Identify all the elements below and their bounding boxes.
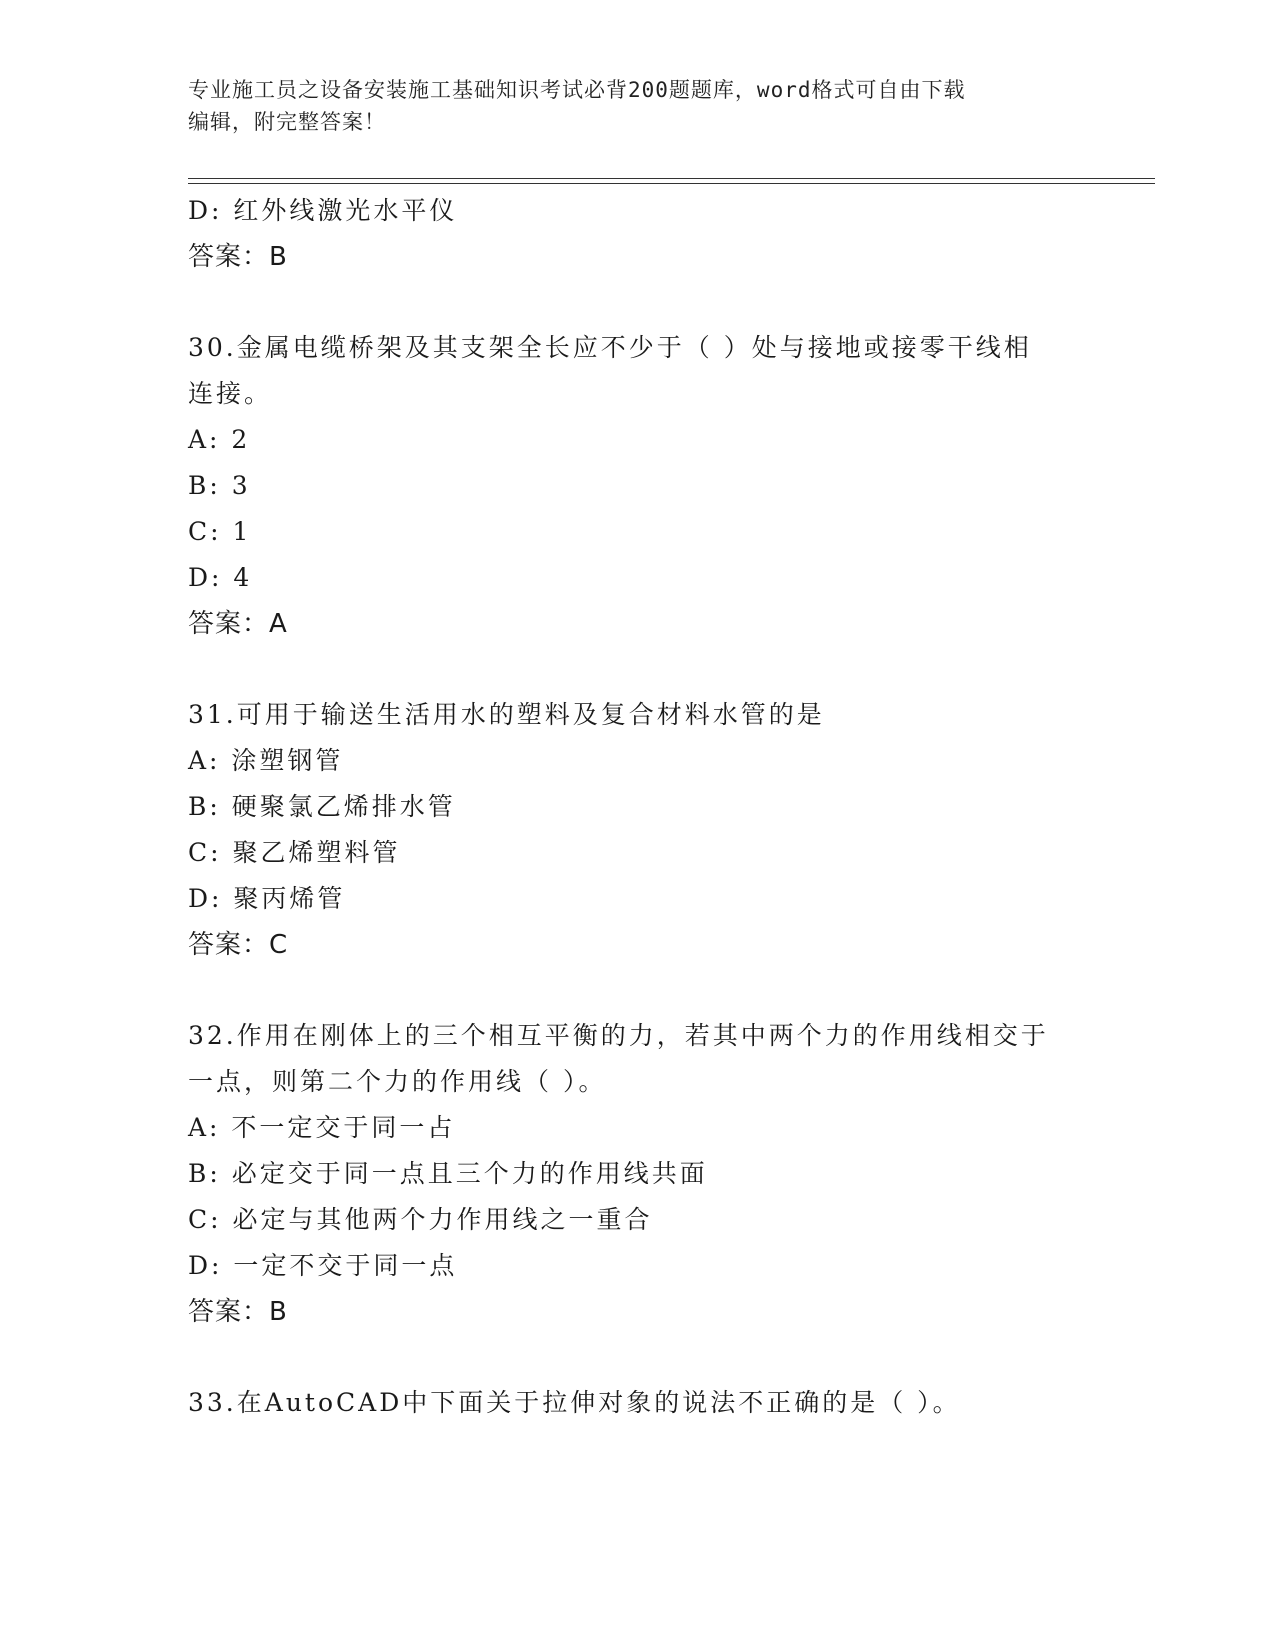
question-list [188, 188, 1088, 1426]
option-a: A: 2 [188, 425, 251, 454]
question-stem-continued: 一点，则第二个力的作用线（ ）。 [188, 1067, 607, 1096]
header-divider-bottom [188, 183, 1155, 184]
header-title-line-2: 编辑，附完整答案！ [188, 110, 386, 134]
option-c: C: 1 [188, 517, 252, 546]
option-c: C: 聚乙烯塑料管 [188, 838, 401, 867]
question-29-tail [188, 188, 1088, 280]
question-31 [188, 692, 1088, 968]
document-header [188, 74, 1088, 138]
question-stem: 33.在AutoCAD中下面关于拉伸对象的说法不正确的是（ ）。 [188, 1388, 961, 1417]
answer-line: 答案：B [188, 1297, 288, 1327]
option-b: B: 3 [188, 471, 251, 500]
question-stem: 31.可用于输送生活用水的塑料及复合材料水管的是 [188, 700, 825, 729]
option-b: B: 硬聚氯乙烯排水管 [188, 792, 456, 821]
option-d: D: 红外线激光水平仪 [188, 196, 458, 225]
question-stem: 30.金属电缆桥架及其支架全长应不少于（ ）处与接地或接零干线相 [188, 333, 1032, 362]
option-d: D: 聚丙烯管 [188, 884, 346, 913]
question-30 [188, 325, 1088, 647]
option-b: B: 必定交于同一点且三个力的作用线共面 [188, 1159, 708, 1188]
option-a: A: 不一定交于同一占 [188, 1113, 456, 1142]
question-32 [188, 1013, 1088, 1335]
answer-line: 答案：C [188, 930, 289, 960]
question-33 [188, 1380, 1088, 1426]
question-stem-continued: 连接。 [188, 379, 273, 408]
option-a: A: 涂塑钢管 [188, 746, 344, 775]
option-c: C: 必定与其他两个力作用线之一重合 [188, 1205, 653, 1234]
header-title-line-1: 专业施工员之设备安装施工基础知识考试必背200题题库，word格式可自由下载 [188, 78, 966, 102]
header-divider-top [188, 178, 1155, 179]
answer-line: 答案：B [188, 242, 288, 272]
option-d: D: 一定不交于同一点 [188, 1251, 458, 1280]
answer-line: 答案：A [188, 609, 288, 639]
question-stem: 32.作用在刚体上的三个相互平衡的力，若其中两个力的作用线相交于 [188, 1021, 1049, 1050]
option-d: D: 4 [188, 563, 253, 592]
